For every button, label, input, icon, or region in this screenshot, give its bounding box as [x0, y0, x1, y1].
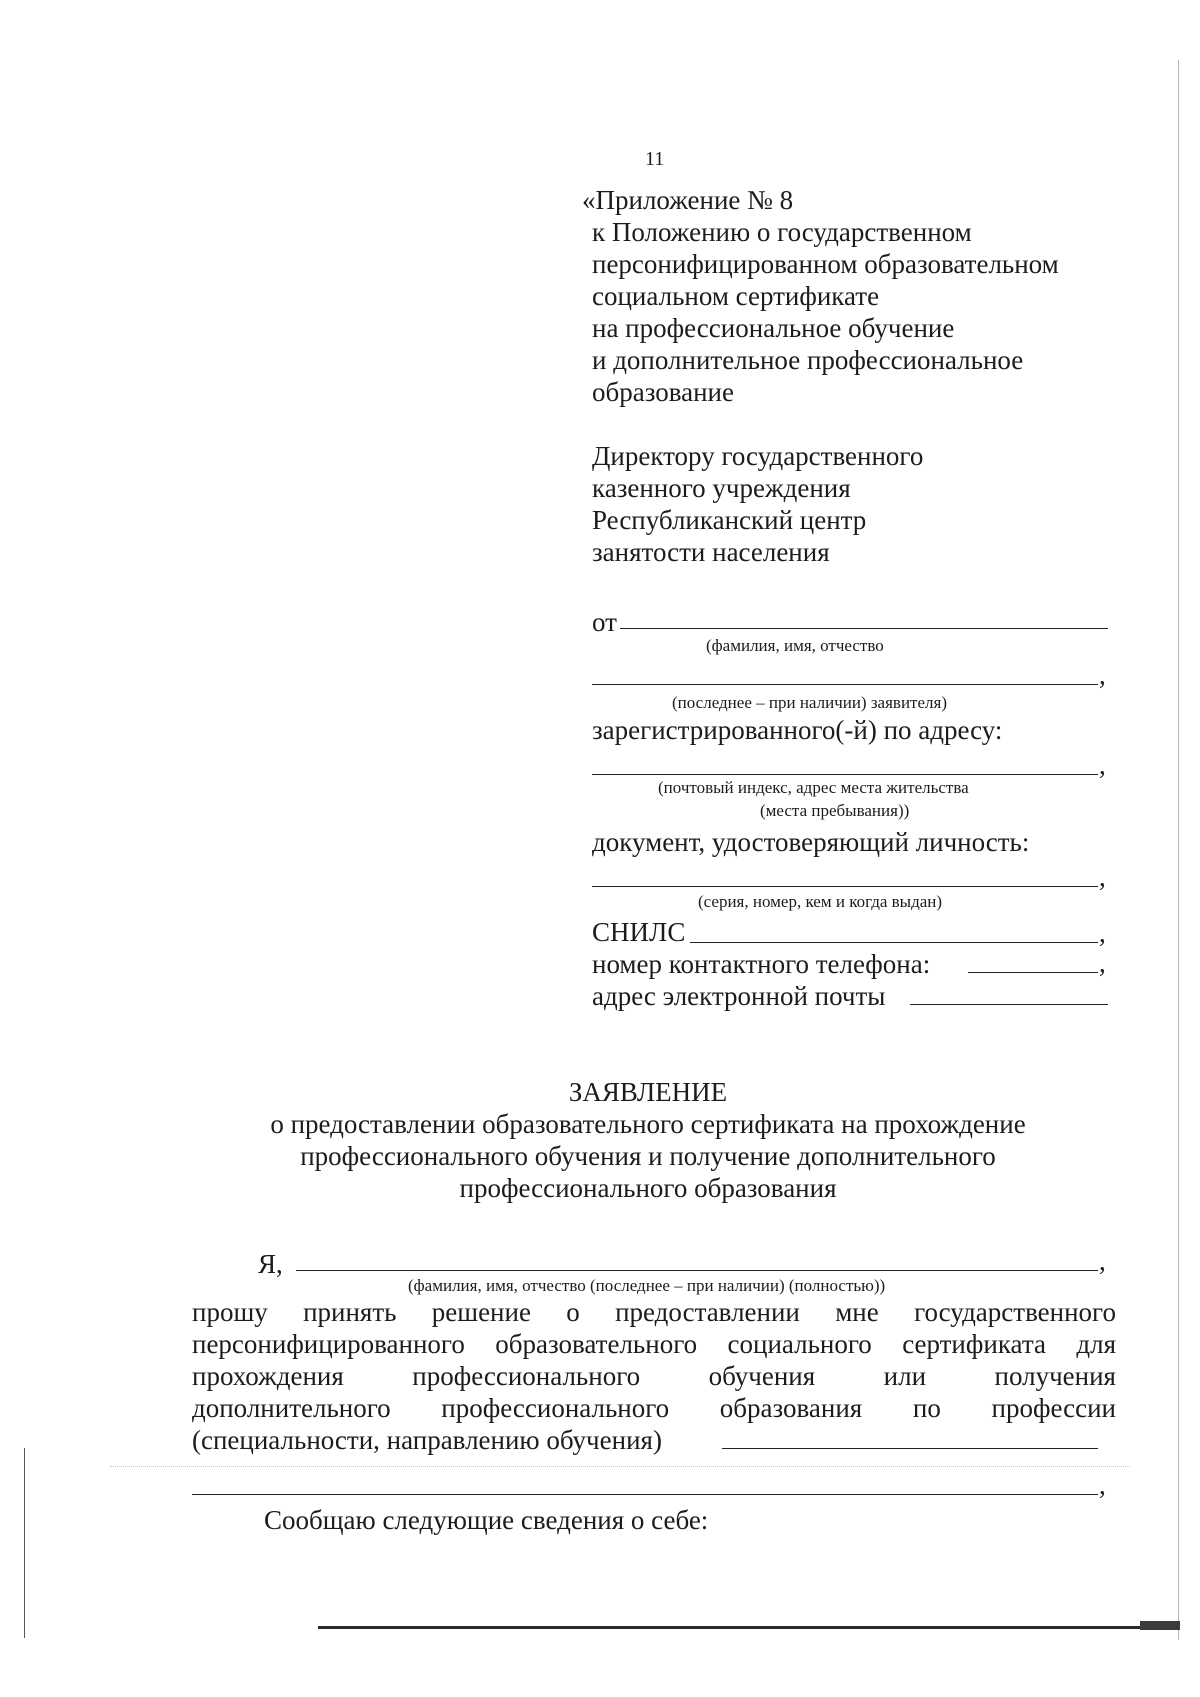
- body-word: сертификата: [902, 1329, 1046, 1359]
- body-word: профессионального: [412, 1361, 641, 1391]
- addressee-line: занятости населения: [592, 537, 830, 567]
- statement-subtitle-line: профессионального обучения и получение дополнительного: [300, 1141, 996, 1171]
- comma: ,: [1099, 660, 1106, 690]
- appendix-line: персонифицированном образовательном: [592, 249, 1059, 279]
- comma: ,: [1099, 1470, 1106, 1500]
- scan-edge-right: [1178, 60, 1179, 1640]
- address-hint: (почтовый индекс, адрес места жительства: [658, 778, 969, 797]
- body-word: предоставлении: [615, 1297, 800, 1327]
- body-row: [192, 1392, 1116, 1424]
- body-word: мне: [835, 1297, 879, 1327]
- body-word: принять: [303, 1297, 397, 1327]
- appendix-line: «Приложение № 8: [582, 185, 794, 215]
- addressee-line: казенного учреждения: [592, 473, 851, 503]
- email-input-line[interactable]: [910, 1004, 1108, 1005]
- fio-hint: (фамилия, имя, отчество (последнее – при наличии) (полностью)): [408, 1276, 886, 1295]
- i-label: Я,: [258, 1249, 283, 1279]
- scan-noise-line: [110, 1466, 1130, 1467]
- body-word: получения: [994, 1361, 1116, 1391]
- address-hint-2: (места пребывания)): [760, 801, 910, 820]
- scan-bottom-bar-end: [1140, 1621, 1180, 1630]
- body-word: дополнительного: [192, 1393, 391, 1423]
- comma: ,: [1099, 862, 1106, 892]
- appendix-line: социальном сертификате: [592, 281, 880, 311]
- scan-bottom-bar: [318, 1626, 1180, 1629]
- comma: ,: [1099, 948, 1106, 978]
- email-label: адрес электронной почты: [592, 981, 886, 1011]
- addressee-line: Директору государственного: [592, 441, 924, 471]
- info-line: Сообщаю следующие сведения о себе:: [264, 1505, 709, 1535]
- specialty-continuation-line[interactable]: [192, 1494, 1098, 1495]
- body-word: о: [566, 1297, 580, 1327]
- name-hint: (фамилия, имя, отчество: [706, 636, 884, 655]
- body-word: образовательного: [495, 1329, 698, 1359]
- body-word: решение: [431, 1297, 531, 1327]
- body-word: социального: [727, 1329, 872, 1359]
- body-word: обучения: [708, 1361, 816, 1391]
- comma: ,: [1099, 918, 1106, 948]
- page-number: 11: [645, 148, 665, 170]
- id-doc-input-line[interactable]: [592, 886, 1098, 887]
- id-doc-label: документ, удостоверяющий личность:: [592, 827, 1030, 857]
- id-doc-hint: (серия, номер, кем и когда выдан): [698, 892, 943, 911]
- appendix-line: образование: [592, 377, 734, 407]
- statement-subtitle-line: профессионального образования: [459, 1173, 837, 1203]
- from-label: от: [592, 607, 617, 637]
- specialty-input-line[interactable]: [722, 1448, 1098, 1449]
- fio-input-line[interactable]: [296, 1270, 1098, 1271]
- comma: ,: [1099, 750, 1106, 780]
- body-word: персонифицированного: [192, 1329, 465, 1359]
- body-word: или: [883, 1361, 927, 1391]
- statement-subtitle-line: о предоставлении образовательного сертификата на прохождение: [270, 1109, 1026, 1139]
- name-continuation-line[interactable]: [592, 684, 1098, 685]
- scan-edge-left: [24, 1448, 25, 1638]
- body-word: прошу: [192, 1297, 268, 1327]
- registered-label: зарегистрированного(-й) по адресу:: [592, 715, 1003, 745]
- name-hint-2: (последнее – при наличии) заявителя): [672, 693, 947, 712]
- body-word: прохождения: [192, 1361, 344, 1391]
- body-row: [192, 1328, 1116, 1360]
- appendix-line: на профессиональное обучение: [592, 313, 955, 343]
- specialty-label: (специальности, направлению обучения): [192, 1425, 662, 1455]
- body-row: [192, 1296, 1116, 1328]
- address-input-line[interactable]: [592, 774, 1098, 775]
- body-word: профессионального: [441, 1393, 670, 1423]
- snils-label: СНИЛС: [592, 917, 686, 947]
- statement-title: ЗАЯВЛЕНИЕ: [568, 1077, 728, 1107]
- body-word: государственного: [914, 1297, 1116, 1327]
- body-word: профессии: [991, 1393, 1116, 1423]
- phone-input-line[interactable]: [968, 972, 1098, 973]
- appendix-line: к Положению о государственном: [592, 217, 972, 247]
- appendix-line: и дополнительное профессиональное: [592, 345, 1024, 375]
- body-word: образования: [719, 1393, 863, 1423]
- body-word: для: [1076, 1329, 1116, 1359]
- comma: ,: [1099, 1246, 1106, 1276]
- from-input-line[interactable]: [620, 628, 1108, 629]
- body-row: [192, 1360, 1116, 1392]
- body-word: по: [912, 1393, 941, 1423]
- addressee-line: Республиканский центр: [592, 505, 867, 535]
- snils-input-line[interactable]: [690, 942, 1098, 943]
- phone-label: номер контактного телефона:: [592, 949, 931, 979]
